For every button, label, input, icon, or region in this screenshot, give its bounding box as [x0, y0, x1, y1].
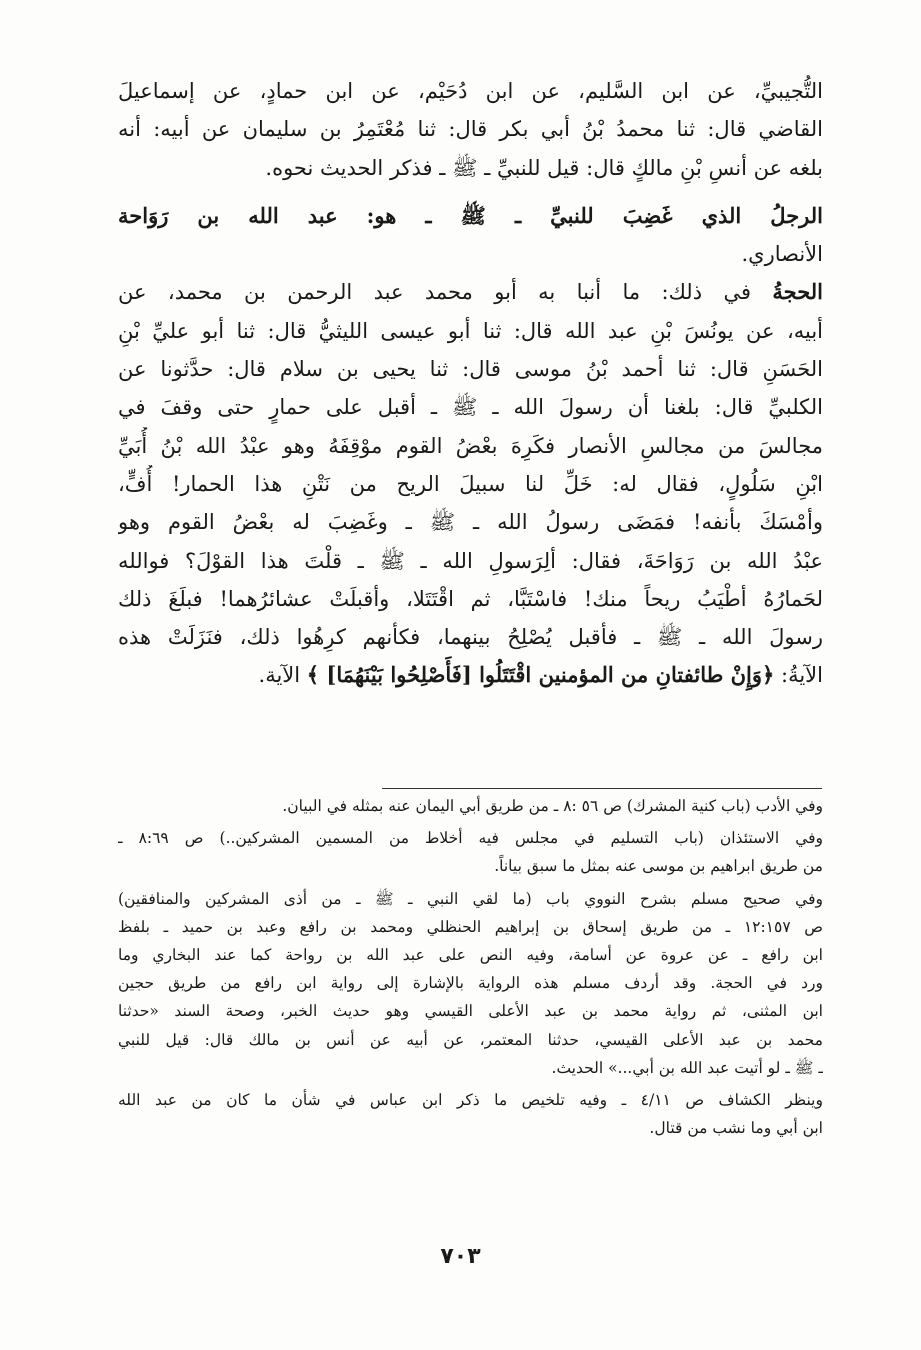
footnote-line: ـ ﷺ ـ لو أتيت عبد الله بن أبي...» الحديث. [551, 1058, 823, 1077]
text-line: رسولَ الله ـ ﷺ ـ فأقبل يُصْلِحُ بينهما، فكأنهم كرِهُوا ذلك، فنَزَلَتْ هذه [118, 625, 823, 650]
footnote-line: ابن أبي وما نشب من قتال. [649, 1119, 823, 1138]
footnote [118, 1086, 823, 1142]
text-line: الآيةُ: ﴿وَإِنْ طائفتانِ من المؤمنين اقْتَتَلُوا [فَأَصْلِحُوا بَيْنَهُمَا] ﴾ الآية. [258, 662, 823, 688]
footnote-line: وفي الاستئذان (باب التسليم في مجلس فيه أخلاط من المسمين المشركين..) ص ٨:٦٩ ـ [118, 829, 823, 848]
text-line: الأنصاري. [741, 242, 823, 267]
text-line: الحَسَنِ قال: ثنا أحمد بْنُ موسى قال: ثنا يحيى بن سلام قال: حدَّثونا عن [118, 357, 823, 382]
text-line: وأمْسَكَ بأنفه! فمَضَى رسولُ الله ـ ﷺ ـ وغَضِبَ له بعْضُ القوم وهو [118, 510, 823, 535]
text-line: بلغه عن أنسِ بْنِ مالكٍ قال: قيل للنبيِّ ـ ﷺ ـ فذكر الحديث نحوه. [265, 155, 823, 180]
footnote-line: محمد بن عبد الأعلى القيسي، حدثنا المعتمر، عن أبيه عن أنس بن مالك قال: قيل للنبي [118, 1030, 823, 1049]
text-line: أبيه، عن يونُسَ بْنِ عبد الله قال: ثنا أبو عيسى الليثيُّ قال: ثنا أبو عليِّ بْنِ [118, 318, 823, 343]
footnote-line: وفي الأدب (باب كنية المشرك) ص ٥٦ :٨ ـ من طريق أبي اليمان عنه بمثله في البيان. [282, 797, 823, 815]
footnote [118, 885, 823, 1082]
proof-label: الحجةُ [772, 279, 823, 305]
footnote-line: ورد في الحجة. وقد أردف مسلم هذه الرواية بالإشارة إلى رواية ابن رافع من طريق حجين [118, 974, 823, 993]
paragraph [118, 273, 823, 694]
text-line: مجالسَ من مجالسِ الأنصار فكَرِهَ بعْضُ القوم موْقِفَهُ وهو عبْدُ الله بْنُ أُبَيِّ [118, 433, 823, 458]
footnote-divider [382, 788, 822, 789]
page-number: ٧٠٣ [440, 1244, 481, 1269]
heading-line: الرجلُ الذي غَضِبَ للنبيِّ ـ ﷺ ـ هو: عبد الله بن رَوَاحة [118, 202, 823, 228]
footnote [118, 792, 823, 820]
text-line: لحَمارُهُ أطْيَبُ ريحاً منك! فاسْتَبَّا، ثم اقْتَتَلا، وأقبلَتْ عشائرُهما! فبلَغَ ذلك [118, 586, 823, 611]
footnote-line: وفي صحيح مسلم بشرح النووي باب (ما لقي النبي ـ ﷺ ـ من أذى المشركين والمنافقين) [118, 889, 823, 908]
text-line: ابْنِ سَلُولٍ، فقال له: خَلِّ لنا سبيلَ الريح من نَتْنِ هذا الحمار! أُفٍّ، [118, 471, 823, 496]
paragraph [118, 197, 823, 274]
text-line: الحجةُ في ذلك: ما أنبا به أبو محمد عبد الرحمن بن محمد، عن [118, 279, 823, 305]
main-text [118, 72, 823, 695]
text-line: الكلبيِّ قال: بلغنا أن رسولَ الله ـ ﷺ ـ أقبل على حمارٍ حتى وقفَ في [118, 395, 823, 420]
footnote-line: ص ١٢:١٥٧ ـ من طريق إسحاق بن إبراهيم الحنظلي ومحمد بن رافع وعبد بن حميد ـ بلفظ [118, 917, 823, 936]
paragraph [118, 72, 823, 187]
text-line: التُّجيبيِّ، عن ابن السَّليم، عن ابن دُحَيْم، عن ابن حمادٍ، عن إسماعيلَ [118, 79, 823, 103]
footnotes [118, 792, 823, 1142]
footnote-line: من طريق ابراهيم بن موسى عنه بمثل ما سبق بياناً. [494, 857, 823, 876]
footnote-line: وينظر الكشاف ص ٤/١١ ـ وفيه تلخيص ما ذكر ابن عباس في شأن ما كان من عبد الله [118, 1091, 823, 1110]
footnote-line: ابن رافع ـ عن عروة عن أسامة، وفيه النص على عبد الله بن رواحة كما عند البخاري وما [118, 946, 823, 965]
text-line: القاضي قال: ثنا محمدُ بْنُ أبي بكر قال: ثنا مُعْتَمِرُ بن سليمان عن أبيه: أنه [118, 117, 823, 142]
footnote [118, 824, 823, 880]
text-line: عبْدُ الله بن رَوَاحَةَ، فقال: ألِرَسولِ الله ـ ﷺ ـ قلْتَ هذا القوْلَ؟ فوالله [118, 548, 823, 573]
quran-verse: ﴿وَإِنْ طائفتانِ من المؤمنين اقْتَتَلُوا [فَأَصْلِحُوا بَيْنَهُمَا] ﴾ [306, 662, 775, 688]
footnote-line: ابن المثنى، ثم رواية محمد بن عبد الأعلى القيسي وهو حديث الخبر، وصحة السند «حدثنا [118, 1002, 823, 1021]
